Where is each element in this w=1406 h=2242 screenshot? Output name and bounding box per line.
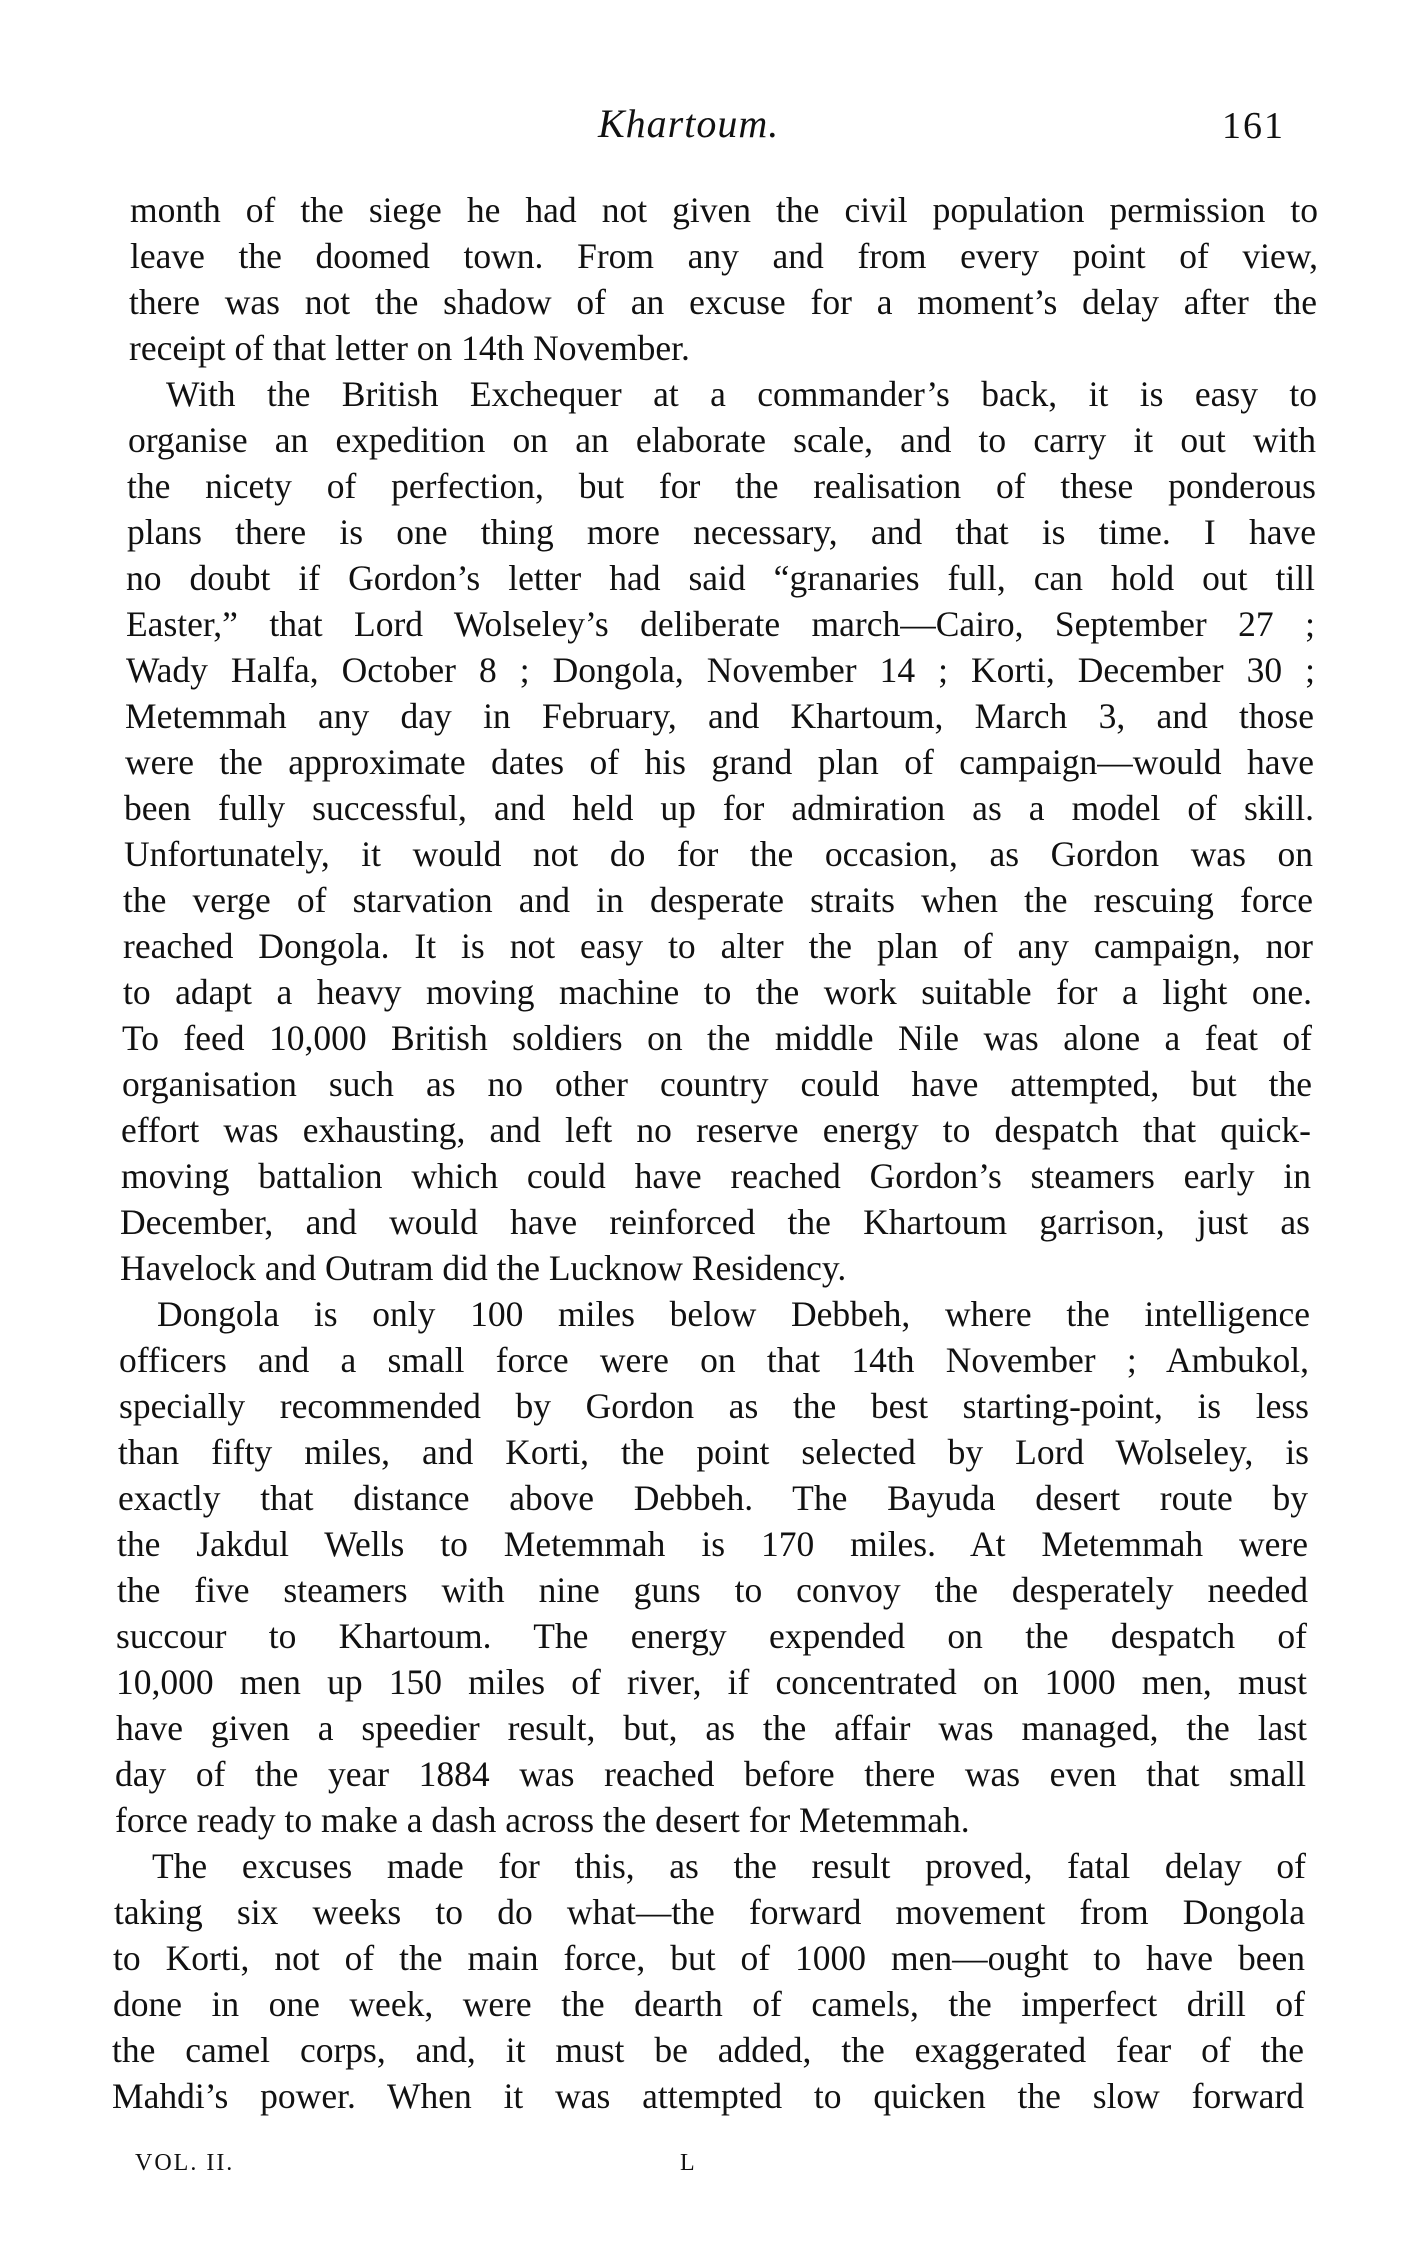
text-line: organise an expedition on an elaborate scale, and to carry it out with — [128, 420, 1316, 460]
text-line: leave the doomed town. From any and from every point of view, — [130, 236, 1318, 276]
text-line: to Korti, not of the main force, but of 1000 men—ought to have been — [113, 1938, 1305, 1978]
text-line: Unfortunately, it would not do for the occasion, as Gordon was on — [124, 834, 1313, 874]
volume-label: VOL. II. — [135, 2150, 235, 2176]
text-line: the Jakdul Wells to Metemmah is 170 miles. At Metemmah were — [117, 1524, 1308, 1564]
text-line: to adapt a heavy moving machine to the work suitable for a light one. — [123, 972, 1312, 1012]
text-line: have given a speedier result, but, as the affair was managed, the last — [116, 1708, 1307, 1748]
page-footer — [0, 2150, 1406, 2190]
paragraph-first-line: The excuses made for this, as the result proved, fatal delay of — [152, 1846, 1306, 1886]
text-line: the nicety of perfection, but for the realisation of these ponderous — [127, 466, 1316, 506]
text-line: force ready to make a dash across the desert for Metemmah. — [115, 1800, 970, 1840]
text-line: Wady Halfa, October 8 ; Dongola, November 14 ; Korti, December 30 ; — [126, 650, 1315, 690]
text-line: no doubt if Gordon’s letter had said “granaries full, can hold out till — [126, 558, 1315, 598]
text-line: December, and would have reinforced the Khartoum garrison, just as — [120, 1202, 1310, 1242]
text-line: the camel corps, and, it must be added, the exaggerated fear of the — [112, 2030, 1304, 2070]
paragraph-first-line: month of the siege he had not given the civil population permission to — [130, 190, 1318, 230]
text-line: the verge of starvation and in desperate straits when the rescuing force — [123, 880, 1313, 920]
text-line: done in one week, were the dearth of camels, the imperfect drill of — [113, 1984, 1305, 2024]
text-line: there was not the shadow of an excuse for a moment’s delay after the — [129, 282, 1317, 322]
text-line: Metemmah any day in February, and Khartoum, March 3, and those — [125, 696, 1314, 736]
text-line: reached Dongola. It is not easy to alter the plan of any campaign, nor — [123, 926, 1313, 966]
page-number: 161 — [1222, 105, 1285, 147]
text-line: succour to Khartoum. The energy expended on the despatch of — [116, 1616, 1307, 1656]
text-line: 10,000 men up 150 miles of river, if concentrated on 1000 men, must — [116, 1662, 1307, 1702]
text-line: To feed 10,000 British soldiers on the middle Nile was alone a feat of — [122, 1018, 1312, 1058]
text-line: specially recommended by Gordon as the best starting-point, is less — [119, 1386, 1309, 1426]
text-line: officers and a small force were on that 14th November ; Ambukol, — [119, 1340, 1309, 1380]
text-line: Mahdi’s power. When it was attempted to quicken the slow forward — [112, 2076, 1304, 2116]
text-line: been fully successful, and held up for admiration as a model of skill. — [124, 788, 1314, 828]
text-line: receipt of that letter on 14th November. — [129, 328, 690, 368]
text-line: moving battalion which could have reached Gordon’s steamers early in — [121, 1156, 1311, 1196]
running-head — [0, 100, 1406, 150]
text-line: day of the year 1884 was reached before there was even that small — [115, 1754, 1306, 1794]
text-line: the five steamers with nine guns to convoy the desperately needed — [117, 1570, 1308, 1610]
text-line: were the approximate dates of his grand plan of campaign—would have — [125, 742, 1314, 782]
text-line: organisation such as no other country could have attempted, but the — [122, 1064, 1312, 1104]
paragraph-first-line: Dongola is only 100 miles below Debbeh, where the intelligence — [157, 1294, 1310, 1334]
text-line: plans there is one thing more necessary, and that is time. I have — [127, 512, 1316, 552]
text-line: exactly that distance above Debbeh. The Bayuda desert route by — [118, 1478, 1308, 1518]
text-line: than fifty miles, and Korti, the point selected by Lord Wolseley, is — [118, 1432, 1309, 1472]
text-line: Havelock and Outram did the Lucknow Residency. — [120, 1248, 847, 1288]
running-title: Khartoum. — [598, 101, 780, 146]
text-line: Easter,” that Lord Wolseley’s deliberate march—Cairo, September 27 ; — [126, 604, 1315, 644]
text-line: effort was exhausting, and left no reserve energy to despatch that quick- — [121, 1110, 1311, 1150]
signature-mark: L — [680, 2150, 695, 2176]
paragraph-first-line: With the British Exchequer at a commander’s back, it is easy to — [166, 374, 1317, 414]
text-line: taking six weeks to do what—the forward movement from Dongola — [114, 1892, 1305, 1932]
